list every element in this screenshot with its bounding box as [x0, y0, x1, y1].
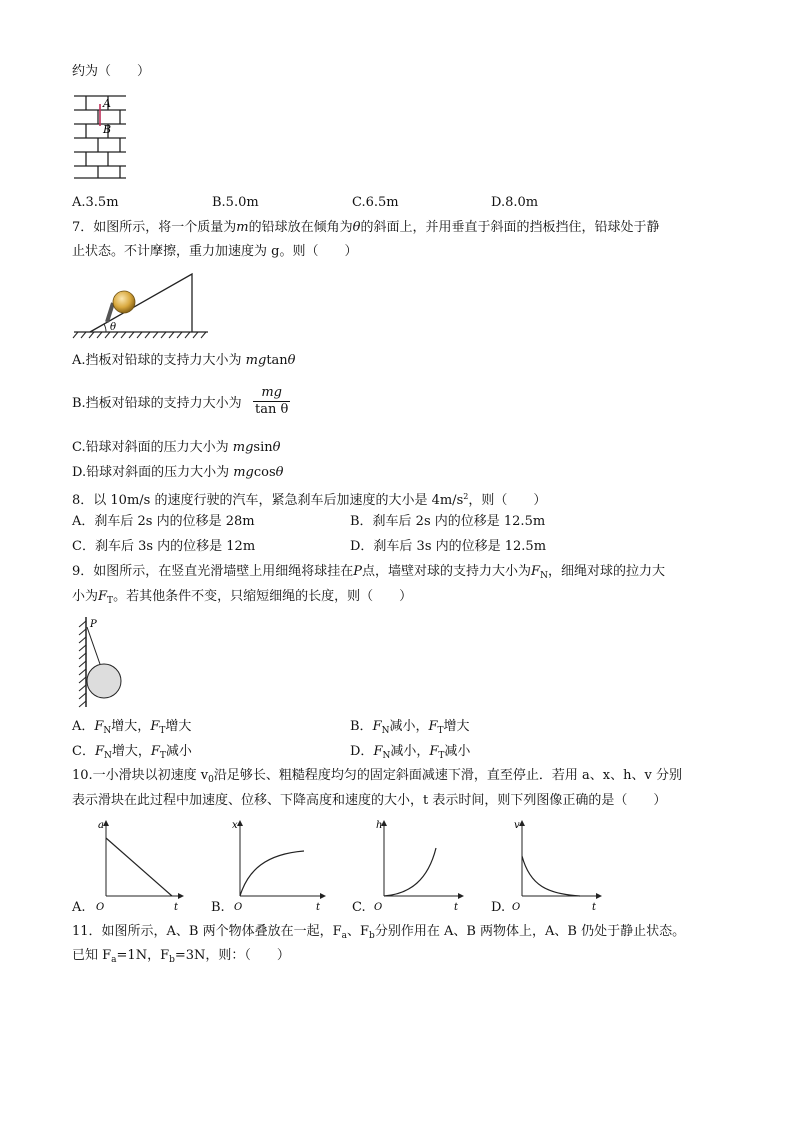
q11-stem-line2: 已知 $F_a=1N$，$F_b=3N$，则：（ ） — [72, 948, 290, 965]
q10-graph-c-letter[interactable]: C. — [352, 900, 366, 915]
incline-ball-figure — [72, 270, 212, 342]
q8-option-b[interactable]: B．刹车后 2s 内的位移是 12.5m — [350, 514, 546, 529]
wall-ball-figure — [74, 615, 130, 709]
angle-theta-label: θ — [110, 322, 117, 333]
q8-option-a[interactable]: A．刹车后 2s 内的位移是 28m — [72, 514, 255, 529]
label-a: A — [103, 97, 111, 110]
q7-option-d[interactable]: D.铅球对斜面的压力大小为 mgcosθ — [72, 465, 284, 480]
q7-option-b[interactable]: B.挡板对铅球的支持力大小为 — [72, 396, 242, 411]
graph-c-xlabel: t — [454, 902, 459, 913]
q10-graph-d-letter[interactable]: D. — [491, 900, 506, 915]
q7-option-a[interactable]: A.挡板对铅球的支持力大小为 mgtanθ — [72, 353, 296, 368]
q9-stem-line2: 小为$F_T$。若其他条件不变，只缩短细绳的长度，则（ ） — [72, 589, 413, 606]
q10-graph-d[interactable] — [508, 818, 604, 914]
graph-b-xlabel: t — [316, 902, 321, 913]
q6-option-d[interactable]: D.8.0m — [491, 195, 539, 210]
q11-stem-line1: 11．如图所示，A、B 两个物体叠放在一起，$F_a$、$F_b$分别作用在 A、B 两物体上，A、B 仍处于静止状态。 — [72, 924, 686, 941]
q6-option-c[interactable]: C.6.5m — [352, 195, 399, 210]
q10-graph-b[interactable] — [228, 818, 328, 914]
q10-stem-line1: 10.一小滑块以初速度 $v_0$沿足够长、粗糙程度均匀的固定斜面减速下滑，直至停止．若用 a、x、h、v 分别 — [72, 768, 682, 785]
q10-stem-line2: 表示滑块在此过程中加速度、位移、下降高度和速度的大小，t 表示时间，则下列图像正确的是（ ） — [72, 793, 667, 808]
graph-d-ylabel: v — [514, 820, 520, 831]
q9-option-a[interactable]: A．$F_N$增大，$F_T$增大 — [72, 719, 192, 736]
q10-graph-a-letter[interactable]: A. — [72, 900, 86, 915]
q7-stem-line1: 7．如图所示，将一个质量为m的铅球放在倾角为θ的斜面上，并用垂直于斜面的挡板挡住，铅球处于静 — [72, 220, 660, 235]
graph-a-origin: O — [96, 902, 105, 913]
q8-stem: 8．以 10m/s 的速度行驶的汽车，紧急刹车后加速度的大小是 $4m/s^2$，则（ ） — [72, 492, 547, 508]
graph-d-origin: O — [512, 902, 521, 913]
q7-stem-line2: 止状态。不计摩擦，重力加速度为 g。则（ ） — [72, 244, 358, 259]
q7-option-c[interactable]: C.铅球对斜面的压力大小为 mgsinθ — [72, 440, 281, 455]
q9-option-d[interactable]: D．$F_N$减小，$F_T$减小 — [350, 744, 471, 761]
q8-option-d[interactable]: D．刹车后 3s 内的位移是 12.5m — [350, 539, 547, 554]
q6-option-b[interactable]: B.5.0m — [212, 195, 259, 210]
graph-c-origin: O — [374, 902, 383, 913]
q6-option-a[interactable]: A.3.5m — [72, 195, 119, 210]
q9-stem-line1: 9．如图所示，在竖直光滑墙壁上用细绳将球挂在P点，墙壁对球的支持力大小为$F_N$，细绳对球的拉力大 — [72, 564, 665, 581]
graph-a-ylabel: a — [98, 820, 104, 831]
label-b: B — [103, 123, 112, 136]
brick-wall-figure — [72, 94, 130, 180]
graph-c-ylabel: h — [376, 820, 383, 831]
graph-a-xlabel: t — [174, 902, 179, 913]
q10-graph-c[interactable] — [370, 818, 466, 914]
label-p: P — [90, 619, 97, 630]
q8-option-c[interactable]: C．刹车后 3s 内的位移是 12m — [72, 539, 256, 554]
q9-option-c[interactable]: C．$F_N$增大，$F_T$减小 — [72, 744, 192, 761]
q7-option-b-fraction: $\frac{mg}{\text{tan θ}}$ — [255, 385, 289, 417]
q10-graph-a[interactable] — [92, 818, 184, 914]
q10-graph-b-letter[interactable]: B. — [211, 900, 225, 915]
q9-option-b[interactable]: B．$F_N$减小，$F_T$增大 — [350, 719, 470, 736]
graph-b-origin: O — [234, 902, 243, 913]
graph-d-xlabel: t — [592, 902, 597, 913]
q6-stem-tail: 约为（ ） — [72, 64, 151, 79]
graph-b-ylabel: x — [232, 820, 238, 831]
